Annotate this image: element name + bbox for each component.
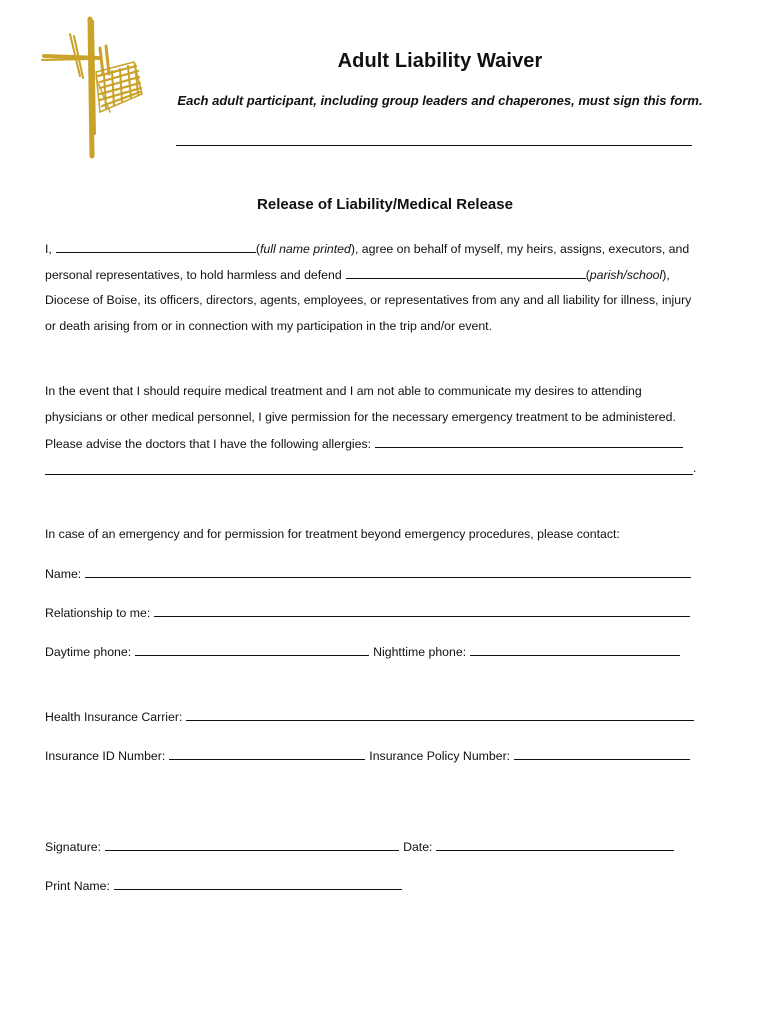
relationship-field[interactable]	[154, 605, 690, 617]
policy-number-field[interactable]	[514, 748, 690, 760]
allergies-field[interactable]	[375, 436, 683, 448]
name-label: Name:	[45, 567, 82, 581]
full-name-field[interactable]	[56, 241, 256, 253]
date-field[interactable]	[436, 839, 674, 851]
release-line-2: personal representatives, to hold harmless and defend (parish/school),	[45, 268, 670, 282]
release-line-3: Diocese of Boise, its officers, directors, agents, employees, or representatives from any and all liability for illness, injury	[45, 293, 692, 307]
allergies-row	[45, 436, 683, 451]
i-prefix: I,	[45, 242, 52, 256]
full-name-hint: full name printed	[259, 242, 351, 256]
emergency-intro: In case of an emergency and for permission for treatment beyond emergency procedures, please contact:	[45, 527, 620, 541]
medical-line-1: In the event that I should require medical treatment and I am not able to communicate my desires to attending	[45, 384, 642, 398]
insurance-ids-row	[45, 748, 690, 763]
insurance-id-label: Insurance ID Number:	[45, 749, 166, 763]
daytime-phone-field[interactable]	[135, 644, 369, 656]
nighttime-label: Nighttime phone:	[373, 645, 467, 659]
date-label: Date:	[403, 840, 433, 854]
emergency-name-field[interactable]	[85, 566, 691, 578]
release-line-4: or death arising from or in connection with my participation in the trip and/or event.	[45, 319, 493, 333]
carrier-row	[45, 709, 694, 724]
cross-logo-icon	[40, 16, 150, 161]
phone-row	[45, 644, 680, 659]
daytime-label: Daytime phone:	[45, 645, 132, 659]
insurance-carrier-field[interactable]	[186, 709, 694, 721]
release-line-1: I, (full name printed), agree on behalf of myself, my heirs, assigns, executors, and	[45, 242, 690, 256]
signature-field[interactable]	[105, 839, 399, 851]
relationship-label: Relationship to me:	[45, 606, 151, 620]
name-row	[45, 566, 691, 581]
print-name-label: Print Name:	[45, 879, 110, 893]
allergies-period: .	[693, 461, 697, 475]
nighttime-phone-field[interactable]	[470, 644, 680, 656]
header-divider	[176, 145, 692, 146]
form-title: Adult Liability Waiver	[337, 50, 543, 72]
parish-hint: parish/school	[589, 268, 663, 282]
signature-label: Signature:	[45, 840, 102, 854]
carrier-label: Health Insurance Carrier:	[45, 710, 183, 724]
print-name-field[interactable]	[114, 878, 402, 890]
section-title: Release of Liability/Medical Release	[257, 196, 513, 213]
print-name-row	[45, 878, 402, 893]
medical-line-2: physicians or other medical personnel, I give permission for the necessary emergency treatment to be administered.	[45, 410, 676, 424]
insurance-id-field[interactable]	[169, 748, 365, 760]
policy-number-label: Insurance Policy Number:	[369, 749, 511, 763]
allergies-field-continued[interactable]	[45, 474, 693, 475]
relationship-row	[45, 605, 690, 620]
signature-row	[45, 839, 674, 854]
form-subtitle: Each adult participant, including group leaders and chaperones, must sign this form.	[177, 93, 703, 108]
parish-school-field[interactable]	[346, 267, 586, 279]
allergies-label: Please advise the doctors that I have the following allergies:	[45, 437, 372, 451]
